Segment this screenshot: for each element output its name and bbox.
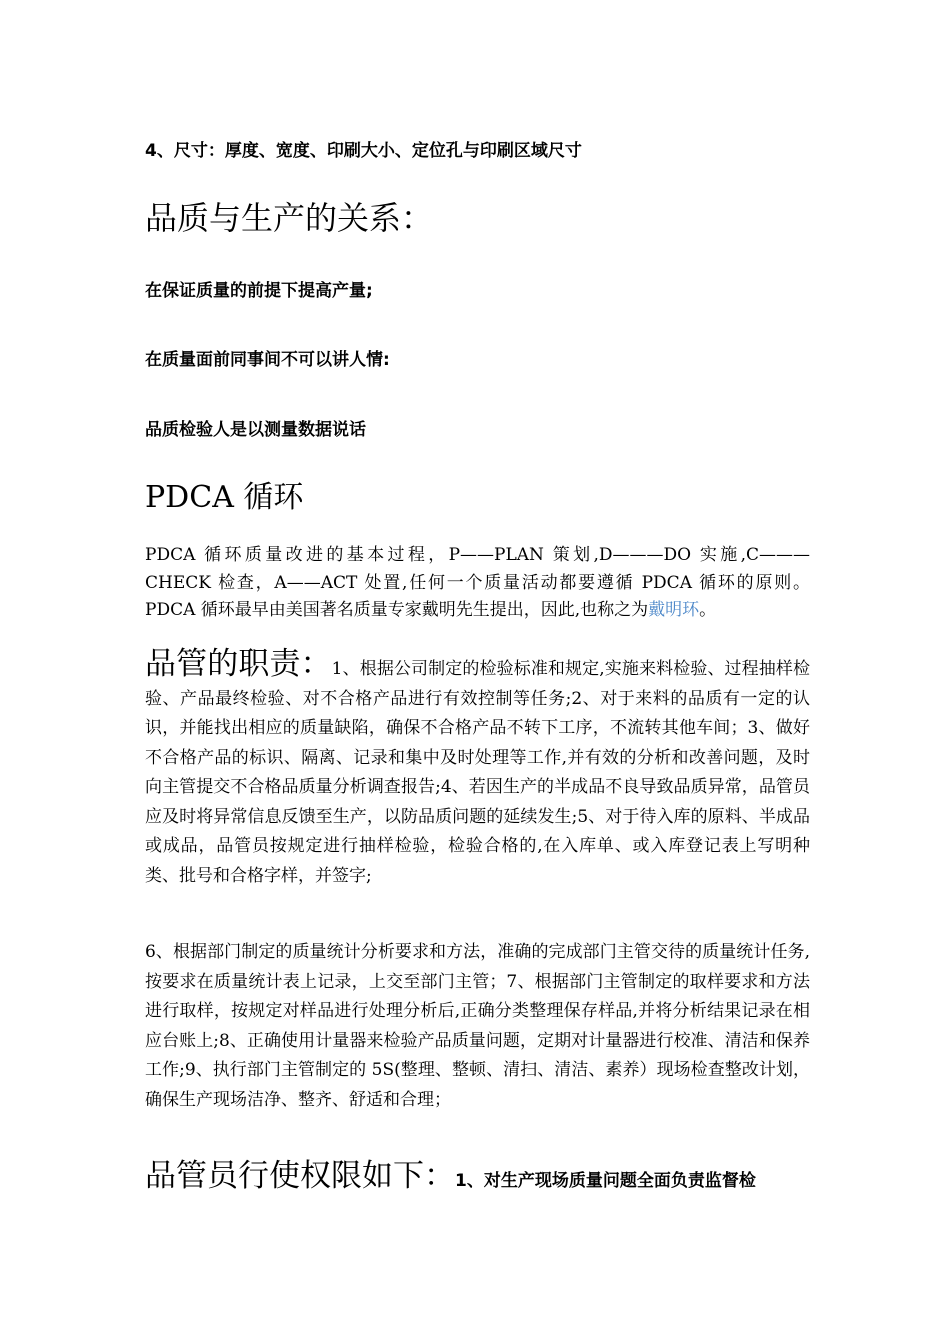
relation-item-2: 在质量面前同事间不可以讲人情: xyxy=(145,350,390,370)
power-paragraph xyxy=(145,1156,810,1201)
power-text: 1、对生产现场质量问题全面负责监督检 xyxy=(455,1171,756,1191)
pdca-text: PDCA 循环质量改进的基本过程，P——PLAN 策划,D———DO 实施,C———CHECK 检查，A——ACT 处置,任何一个质量活动都要遵循 PDCA 循环的原则。PDCA 循环最早由美国著名质量专家戴明先生提出，因此,也称之为 xyxy=(145,545,810,620)
heading-pdca: PDCA 循环 xyxy=(145,480,304,515)
duty-paragraph xyxy=(145,646,811,891)
heading-powers: 品管员行使权限如下： xyxy=(145,1158,455,1194)
duty-text-1: 1、根据公司制定的检验标准和规定,实施来料检验、过程抽样检验、产品最终检验、对不合格产品进行有效控制等任务;2、对于来料的品质有一定的认识，并能找出相应的质量缺陷，确保不合格产品不转下工序，不流转其他车间；3、做好不合格产品的标识、隔离、记录和集中及时处理等工作,并有效的分析和改善问题，及时向主管提交不合格品质量分析调查报告;4、若因生产的半成品不良导致品质异常，品管员应及时将异常信息反馈至生产，以防品质问题的延续发生;5、对于待入库的原料、半成品或成品，品管员按规定进行抽样检验，检验合格的,在入库单、或入库登记表上写明种类、批号和合格字样，并签字; xyxy=(145,659,811,886)
heading-duties: 品管的职责： xyxy=(145,646,332,682)
size-spec-line: 4、尺寸：厚度、宽度、印刷大小、定位孔与印刷区域尺寸 xyxy=(145,141,582,161)
pdca-paragraph xyxy=(145,542,810,625)
heading-quality-production: 品质与生产的关系： xyxy=(145,199,434,237)
relation-item-1: 在保证质量的前提下提高产量; xyxy=(145,281,373,301)
relation-item-3: 品质检验人是以测量数据说话 xyxy=(145,420,366,440)
duty-paragraph-2: 6、根据部门制定的质量统计分析要求和方法，准确的完成部门主管交待的质量统计任务,按要求在质量统计表上记录，上交至部门主管；7、根据部门主管制定的取样要求和方法进行取样，按规定对样品进行处理分析后,正确分类整理保存样品,并将分析结果记录在相应台账上;8、正确使用计量器来检验产品质量问题，定期对计量器进行校准、清洁和保养工作;9、执行部门主管制定的 5S(整理、整顿、清扫、清洁、素养）现场检查整改计划，确保生产现场洁净、整齐、舒适和合理； xyxy=(145,942,810,1110)
deming-cycle-link[interactable]: 戴明环 xyxy=(648,600,700,620)
pdca-end: 。 xyxy=(699,600,717,620)
